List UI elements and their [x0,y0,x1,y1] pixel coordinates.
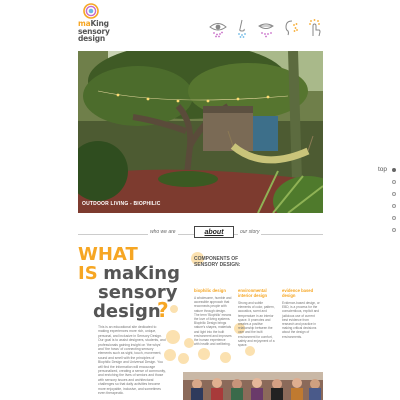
about-heading-is: IS [78,263,98,284]
decorative-bubble [178,353,189,364]
component-evidence [282,288,320,347]
nav-our-story[interactable]: our story [240,229,260,235]
decorative-bubble [184,338,194,348]
decorative-bubble [198,348,210,360]
garden-scene-illustration [78,51,323,213]
section-nav [78,226,323,240]
logo-text-line1a: ma [78,19,91,28]
nav-who-we-are[interactable]: who we are [150,229,176,235]
decorative-bubble [220,352,231,363]
logo-text [78,20,110,43]
side-nav-dot[interactable] [392,204,396,208]
components-title: COMPONENTS OF SENSORY DESIGN: [194,256,241,268]
site-logo[interactable] [78,3,118,47]
side-nav-top-link[interactable]: top [378,166,388,173]
nose-icon[interactable] [230,16,254,40]
eye-icon[interactable] [206,16,230,40]
logo-text-line2: sensory [78,26,110,36]
components-section [194,256,324,348]
component-body: Evidence-based design, or EBD, is a process for the conscientious, explicit and judicious use of current best evidence from research and practice in making critical decisions about the design of environments. [282,301,320,339]
team-photo [183,372,323,400]
component-body: A wholesome, humble and accessible approach that reconnects people with nature through design. The term 'Biophilic' means the love of living systems. Biophilic Design brings nature's shapes, materials and light into the built environment and improves the human experience with health and wellbeing. [194,296,232,347]
component-heading[interactable]: environmental interior design [238,288,268,298]
decorative-bubble [166,330,180,344]
about-heading [78,245,188,321]
about-heading-sensory: sensory [98,282,178,303]
side-nav-dot[interactable] [392,216,396,220]
ear-icon[interactable] [278,16,302,40]
logo-mark-icon [83,3,99,19]
about-heading-what: WHAT [78,244,138,265]
about-description: This is an educational site dedicated to making experiences more rich, unique, personal, and inclusive in Sensory Design. Our goal is to assist designers, students, and professionals gaining insight on 'the whys' and 'the hows' of connecting sensory elements such as sight, touch, movement, sound and smell with the principles of Biophilic Design and Universal Design. You will find the information will encourage personalized, creating a sense of community, and enriching the lives of seniors and those with sensory issues and architectural challenges so that daily activities become more enjoyable, inclusive, and sometimes even therapeutic. [98,325,166,396]
question-mark: ? [157,298,169,322]
component-body: Strong and subtle elements of color, pattern, acoustics, scent and temperature in an interior space. It promotes and creates a positive relationship between the user and the built environment for comfort, safety and enjoyment of a space. [238,301,275,348]
side-nav-dot[interactable] [392,180,396,184]
hand-icon[interactable] [302,16,326,40]
team-photo-illustration [183,372,323,400]
side-nav-dot[interactable] [392,228,396,232]
about-heading-design: design [93,301,161,322]
mouth-icon[interactable] [254,16,278,40]
component-heading[interactable]: biophilic design [194,288,226,293]
side-nav-dot[interactable] [392,168,396,172]
logo-text-line1b: King [90,19,109,28]
component-heading[interactable]: evidence based design [282,288,314,298]
components-columns [194,288,320,347]
component-environmental [238,288,276,347]
logo-text-line3: design [78,34,105,43]
hero-caption: OUTDOOR LIVING - BIOPHILIC [82,201,161,207]
senses-nav [206,16,326,40]
side-nav-dot[interactable] [392,192,396,196]
nav-about[interactable]: about [194,226,234,238]
hero-image [78,51,323,213]
component-biophilic [194,288,232,347]
decorative-bubble [245,346,255,356]
about-heading-making: maKing [103,263,180,284]
